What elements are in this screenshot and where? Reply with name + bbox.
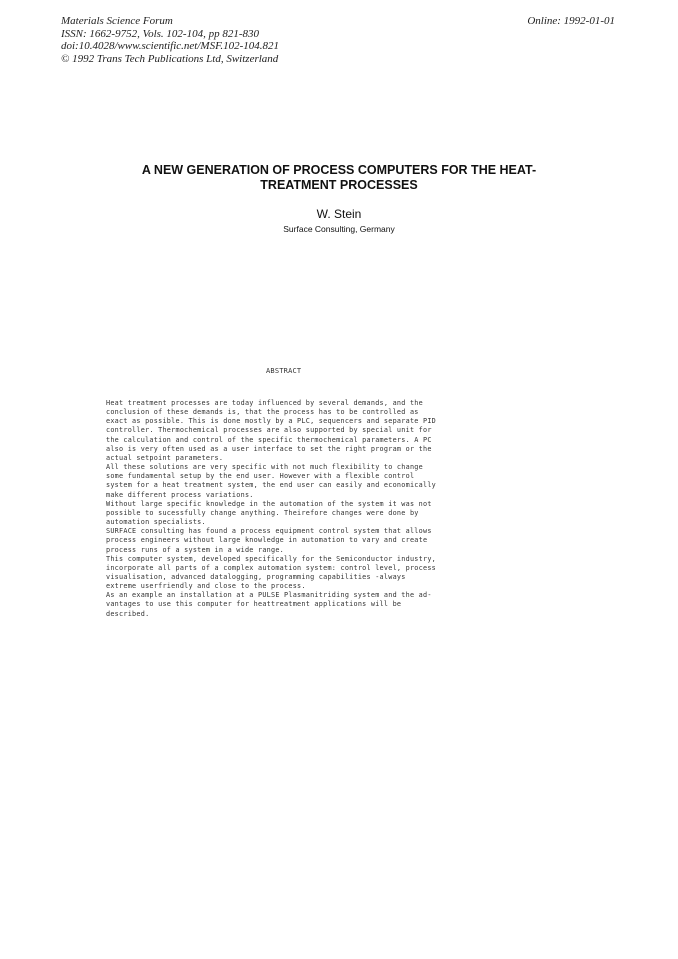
abstract-line: possible to sucessfully change anything. Theirefore changes were done by xyxy=(106,508,419,517)
doi-line: doi:10.4028/www.scientific.net/MSF.102-104.821 xyxy=(61,40,280,52)
copyright-line: © 1992 Trans Tech Publications Ltd, Switzerland xyxy=(61,52,279,65)
paper-title xyxy=(80,163,598,193)
abstract-line: the calculation and control of the specific thermochemical parameters. A PC xyxy=(106,435,432,444)
abstract-line: process runs of a system in a wide range. xyxy=(106,545,285,554)
abstract-line: SURFACE consulting has found a process equipment control system that allows xyxy=(106,527,432,536)
abstract-line: incorporate all parts of a complex automation system: control level, process xyxy=(106,563,436,572)
abstract-line: also is very often used as a user interface to set the right program or the xyxy=(106,444,432,453)
abstract-line: This computer system, developed specifically for the Semiconductor industry, xyxy=(106,554,436,563)
abstract-body xyxy=(106,399,546,619)
abstract-heading: ABSTRACT xyxy=(266,367,302,375)
title-line: A NEW GENERATION OF PROCESS COMPUTERS FOR THE HEAT- xyxy=(141,163,537,177)
abstract-line: conclusion of these demands is, that the process has to be controlled as xyxy=(106,408,419,417)
title-line: TREATMENT PROCESSES xyxy=(260,178,418,192)
abstract-line: automation specialists. xyxy=(106,518,206,527)
abstract-line: make different process variations. xyxy=(106,490,254,499)
abstract-line: All these solutions are very specific with not much flexibility to change xyxy=(106,463,423,472)
abstract-line: Heat treatment processes are today influenced by several demands, and the xyxy=(106,399,423,407)
abstract-line: extreme userfriendly and close to the process. xyxy=(106,582,306,591)
issn-line: ISSN: 1662-9752, Vols. 102-104, pp 821-830 xyxy=(61,27,259,40)
online-date: Online: 1992-01-01 xyxy=(527,15,615,27)
abstract-line: controller. Thermochemical processes are also supported by special unit for xyxy=(106,426,432,435)
abstract-line: actual setpoint parameters. xyxy=(106,453,224,462)
abstract-line: some fundamental setup by the end user. However with a flexible control xyxy=(106,472,415,481)
abstract-line: Without large specific knowledge in the automation of the system it was not xyxy=(106,499,432,508)
abstract-line: visualisation, advanced datalogging, programming capabilities -always xyxy=(106,572,406,581)
abstract-line: described. xyxy=(106,609,150,618)
author-name: W. Stein xyxy=(316,207,362,221)
author-affiliation: Surface Consulting, Germany xyxy=(283,224,395,234)
abstract-line: exact as possible. This is done mostly by a PLC, sequencers and separate PID xyxy=(106,417,436,426)
abstract-line: system for a heat treatment system, the end user can easily and economically xyxy=(106,481,436,490)
publication-info xyxy=(61,15,279,65)
abstract-line: As an example an installation at a PULSE Plasmanitriding system and the ad- xyxy=(106,591,432,600)
journal-name: Materials Science Forum xyxy=(61,15,173,27)
abstract-line: process engineers without large knowledge in automation to vary and create xyxy=(106,536,428,545)
abstract-line: vantages to use this computer for heattreatment applications will be xyxy=(106,600,402,609)
